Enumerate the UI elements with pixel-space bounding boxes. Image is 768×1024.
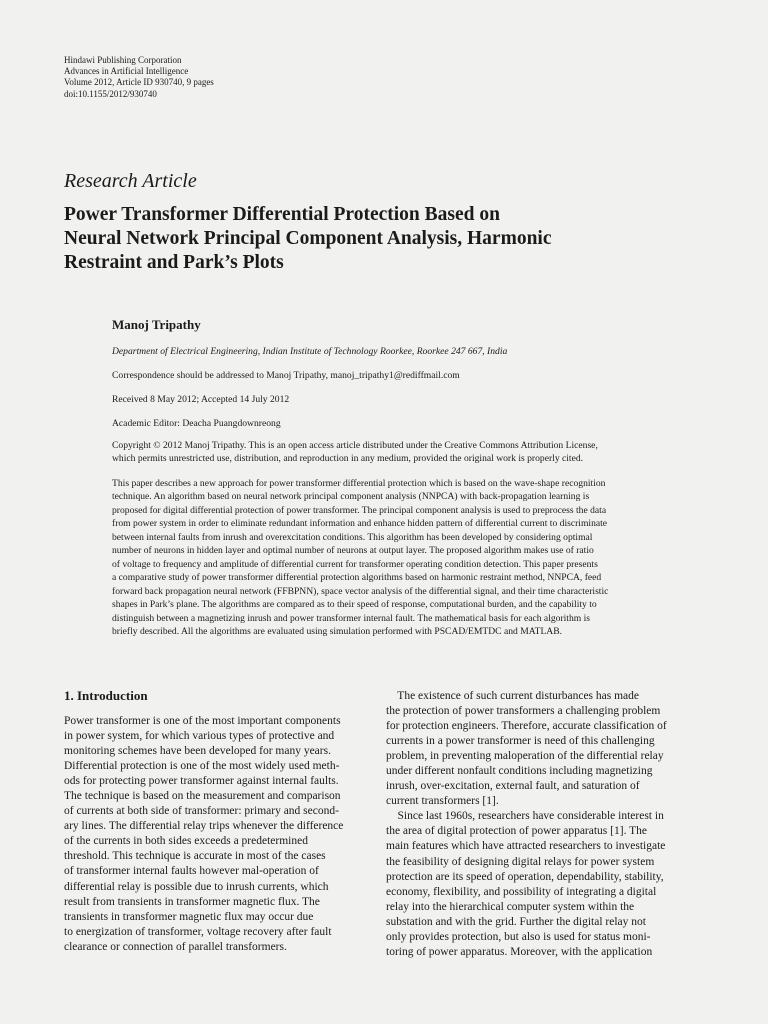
header-line: Volume 2012, Article ID 930740, 9 pages — [64, 77, 214, 88]
body-line: of the currents in both sides exceeds a predetermined — [64, 835, 308, 848]
body-line: economy, flexibility, and possibility of integrating a digital — [386, 885, 657, 898]
abstract-line: forward back propagation neural network (FFBPNN), space vector analysis of the differential signal, and their time characteristic — [112, 585, 609, 597]
body-line: protection are its speed of operation, dependability, stability, — [386, 870, 664, 883]
abstract-line: briefly described. All the algorithms are evaluated using simulation performed with PSCAD/EMTDC and MATLAB. — [112, 625, 563, 637]
left-column-body — [64, 714, 382, 955]
body-line: differential relay is possible due to inrush currents, which — [64, 880, 329, 893]
journal-header — [64, 55, 214, 100]
body-line: The existence of such current disturbances has made — [386, 690, 640, 702]
header-line: doi:10.1155/2012/930740 — [64, 88, 157, 99]
body-line: Differential protection is one of the most widely used meth- — [64, 760, 340, 773]
body-line: ary lines. The differential relay trips whenever the difference — [64, 820, 344, 833]
abstract-line: number of neurons in hidden layer and optimal number of neurons at output layer. The proposed algorithm makes use of ratio — [112, 545, 594, 557]
title-line: Neural Network Principal Component Analysis, Harmonic — [64, 228, 552, 249]
body-line: result from transients in transformer magnetic flux. The — [64, 895, 320, 908]
body-line: transients in transformer magnetic flux may occur due — [64, 910, 314, 923]
body-line: threshold. This technique is accurate in most of the cases — [64, 850, 326, 863]
body-line: the feasibility of designing digital relays for power system — [386, 855, 655, 868]
header-line: Advances in Artificial Intelligence — [64, 66, 189, 77]
abstract-line: This paper describes a new approach for power transformer differential protection which is based on the wave-shape recognition — [112, 478, 606, 489]
body-line: monitoring schemes have been developed for many years. — [64, 745, 331, 758]
abstract-line: of voltage to frequency and amplitude of differential current for transformer operating condition detection. This paper presents — [112, 558, 598, 570]
copyright-line: Copyright © 2012 Manoj Tripathy. This is an open access article distributed under the Creative Commons Attribution License, — [112, 440, 598, 451]
body-line: toring of power apparatus. Moreover, with the application — [386, 945, 653, 958]
copyright-notice — [112, 439, 704, 466]
abstract-line: distinguish between a magnetizing inrush and power transformer internal fault. The mathematical basis for each algorithm is — [112, 612, 591, 624]
section-heading: 1. Introduction — [64, 688, 148, 703]
abstract-line: from power system in order to eliminate redundant information and enhance hidden pattern of differential current to discriminate — [112, 518, 608, 530]
right-column-body — [386, 689, 704, 960]
author-name: Manoj Tripathy — [112, 317, 201, 332]
affiliation: Department of Electrical Engineering, Indian Institute of Technology Roorkee, Roorkee 247 667, India — [112, 346, 508, 357]
body-line: only provides protection, but also is used for status moni- — [386, 930, 651, 943]
body-line: problem, in preventing maloperation of the differential relay — [386, 750, 664, 763]
title-line: Power Transformer Differential Protection Based on — [64, 204, 500, 225]
body-line: to energization of transformer, voltage recovery after fault — [64, 925, 332, 938]
body-line: ods for protecting power transformer against internal faults. — [64, 775, 339, 788]
body-line: the area of digital protection of power apparatus [1]. The — [386, 825, 647, 838]
abstract-line: a comparative study of power transformer differential protection algorithms based on harmonic restraint method, NNPCA, feed — [112, 572, 602, 584]
copyright-line: which permits unrestricted use, distribution, and reproduction in any medium, provided the original work is properly cited. — [112, 453, 584, 465]
body-line: current transformers [1]. — [386, 795, 499, 808]
body-line: relay into the hierarchical computer system within the — [386, 900, 635, 913]
body-line: substation and with the grid. Further the digital relay not — [386, 915, 646, 928]
body-line: Since last 1960s, researchers have considerable interest in — [386, 810, 664, 823]
correspondence: Correspondence should be addressed to Manoj Tripathy, manoj_tripathy1@rediffmail.com — [112, 370, 460, 381]
header-line: Hindawi Publishing Corporation — [64, 55, 182, 65]
title-line: Restraint and Park’s Plots — [64, 252, 284, 273]
body-line: currents in a power transformer is need of this challenging — [386, 735, 655, 748]
body-line: of currents at both side of transformer: primary and second- — [64, 805, 339, 818]
body-line: clearance or connection of parallel transformers. — [64, 940, 287, 953]
body-line: for protection engineers. Therefore, accurate classification of — [386, 720, 667, 733]
body-line: inrush, over-excitation, external fault, and saturation of — [386, 780, 640, 793]
body-line: under different nonfault conditions including magnetizing — [386, 765, 653, 778]
abstract-line: between internal faults from inrush and overexcitation conditions. This algorithm has been developed by considering optimal — [112, 531, 593, 543]
abstract-line: shapes in Park’s plane. The algorithms are compared as to their speed of response, computational burden, and the capability to — [112, 599, 597, 611]
abstract — [112, 477, 704, 638]
received-accepted-dates: Received 8 May 2012; Accepted 14 July 2012 — [112, 394, 290, 405]
body-line: in power system, for which various types of protective and — [64, 730, 335, 743]
paper-title — [64, 203, 704, 275]
body-line: of transformer internal faults however mal-operation of — [64, 865, 319, 878]
body-line: Power transformer is one of the most important components — [64, 715, 341, 727]
academic-editor: Academic Editor: Deacha Puangdownreong — [112, 418, 281, 429]
article-type: Research Article — [64, 170, 197, 192]
body-line: The technique is based on the measurement and comparison — [64, 790, 341, 803]
abstract-line: technique. An algorithm based on neural network principal component analysis (NNPCA) with back-propagation learning is — [112, 491, 590, 503]
body-line: main features which have attracted researchers to investigate — [386, 840, 666, 853]
body-line: the protection of power transformers a challenging problem — [386, 705, 661, 718]
abstract-line: proposed for digital differential protection of power transformer. The principal component analysis is used to preprocess the data — [112, 504, 607, 516]
